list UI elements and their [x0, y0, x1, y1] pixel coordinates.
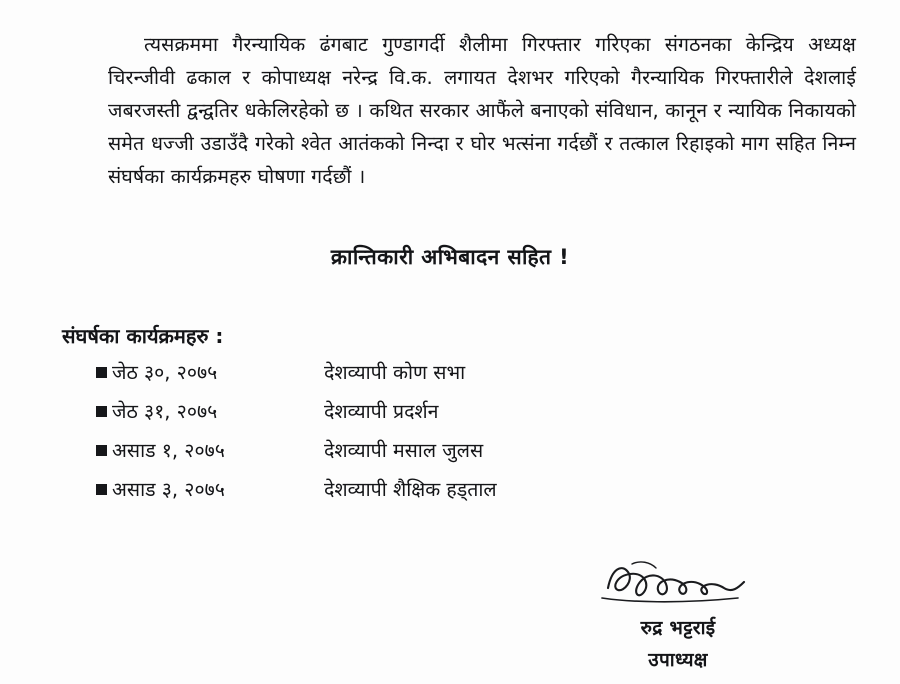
signer-title: उपाध्यक्ष [648, 649, 708, 671]
square-bullet-icon [96, 484, 107, 495]
program-description: देशव्यापी शैक्षिक हड्ताल [324, 478, 497, 501]
square-bullet-icon [96, 367, 107, 378]
square-bullet-icon [96, 406, 107, 417]
paragraph-text: त्यसक्रममा गैरन्यायिक ढंगबाट गुण्डागर्दी शैलीमा गिरफ्तार गरिएका संगठनका केन्द्रिय अध्यक्ष चिरन्जीवी ढकाल र कोपाध्यक्ष नरेन्द्र वि.क. लगायत देशभर गरिएको गैरन्यायिक गिरफ्तारीले देशलाई जबरजस्ती द्वन्द्वतिर धकेलिरहेको छ । कथित सरकार आफैंले बनाएको संविधान, कानून र न्यायिक निकायको समेत धज्जी उडाउँदै गरेको श्वेत आतंकको निन्दा र घोर भत्संना गर्दछौं र तत्काल रिहाइको माग सहित निम्न संघर्षका कार्यक्रमहरु घोषणा गर्दछौं । [108, 32, 856, 188]
program-date: असाड १, २०७५ [112, 439, 225, 462]
program-date: असाड ३, २०७५ [112, 478, 225, 501]
handwritten-signature-icon [548, 558, 808, 612]
salutation-line: क्रान्तिकारी अभिबादन सहित ! [330, 245, 570, 269]
program-date: जेठ ३१, २०७५ [112, 400, 218, 423]
list-item [96, 397, 736, 436]
list-item [96, 475, 736, 514]
square-bullet-icon [96, 445, 107, 456]
program-description: देशव्यापी कोण सभा [324, 361, 466, 384]
signer-name: रुद्र भट्टराई [640, 617, 716, 639]
program-description: देशव्यापी मसाल जुलस [324, 439, 484, 462]
programs-list [96, 358, 736, 514]
program-date: जेठ ३०, २०७५ [112, 361, 218, 384]
signature-block [548, 558, 808, 672]
list-item [96, 358, 736, 397]
list-item [96, 436, 736, 475]
program-description: देशव्यापी प्रदर्शन [324, 400, 439, 423]
body-paragraph [108, 28, 856, 193]
programs-heading: संघर्षका कार्यक्रमहरु : [62, 324, 224, 348]
